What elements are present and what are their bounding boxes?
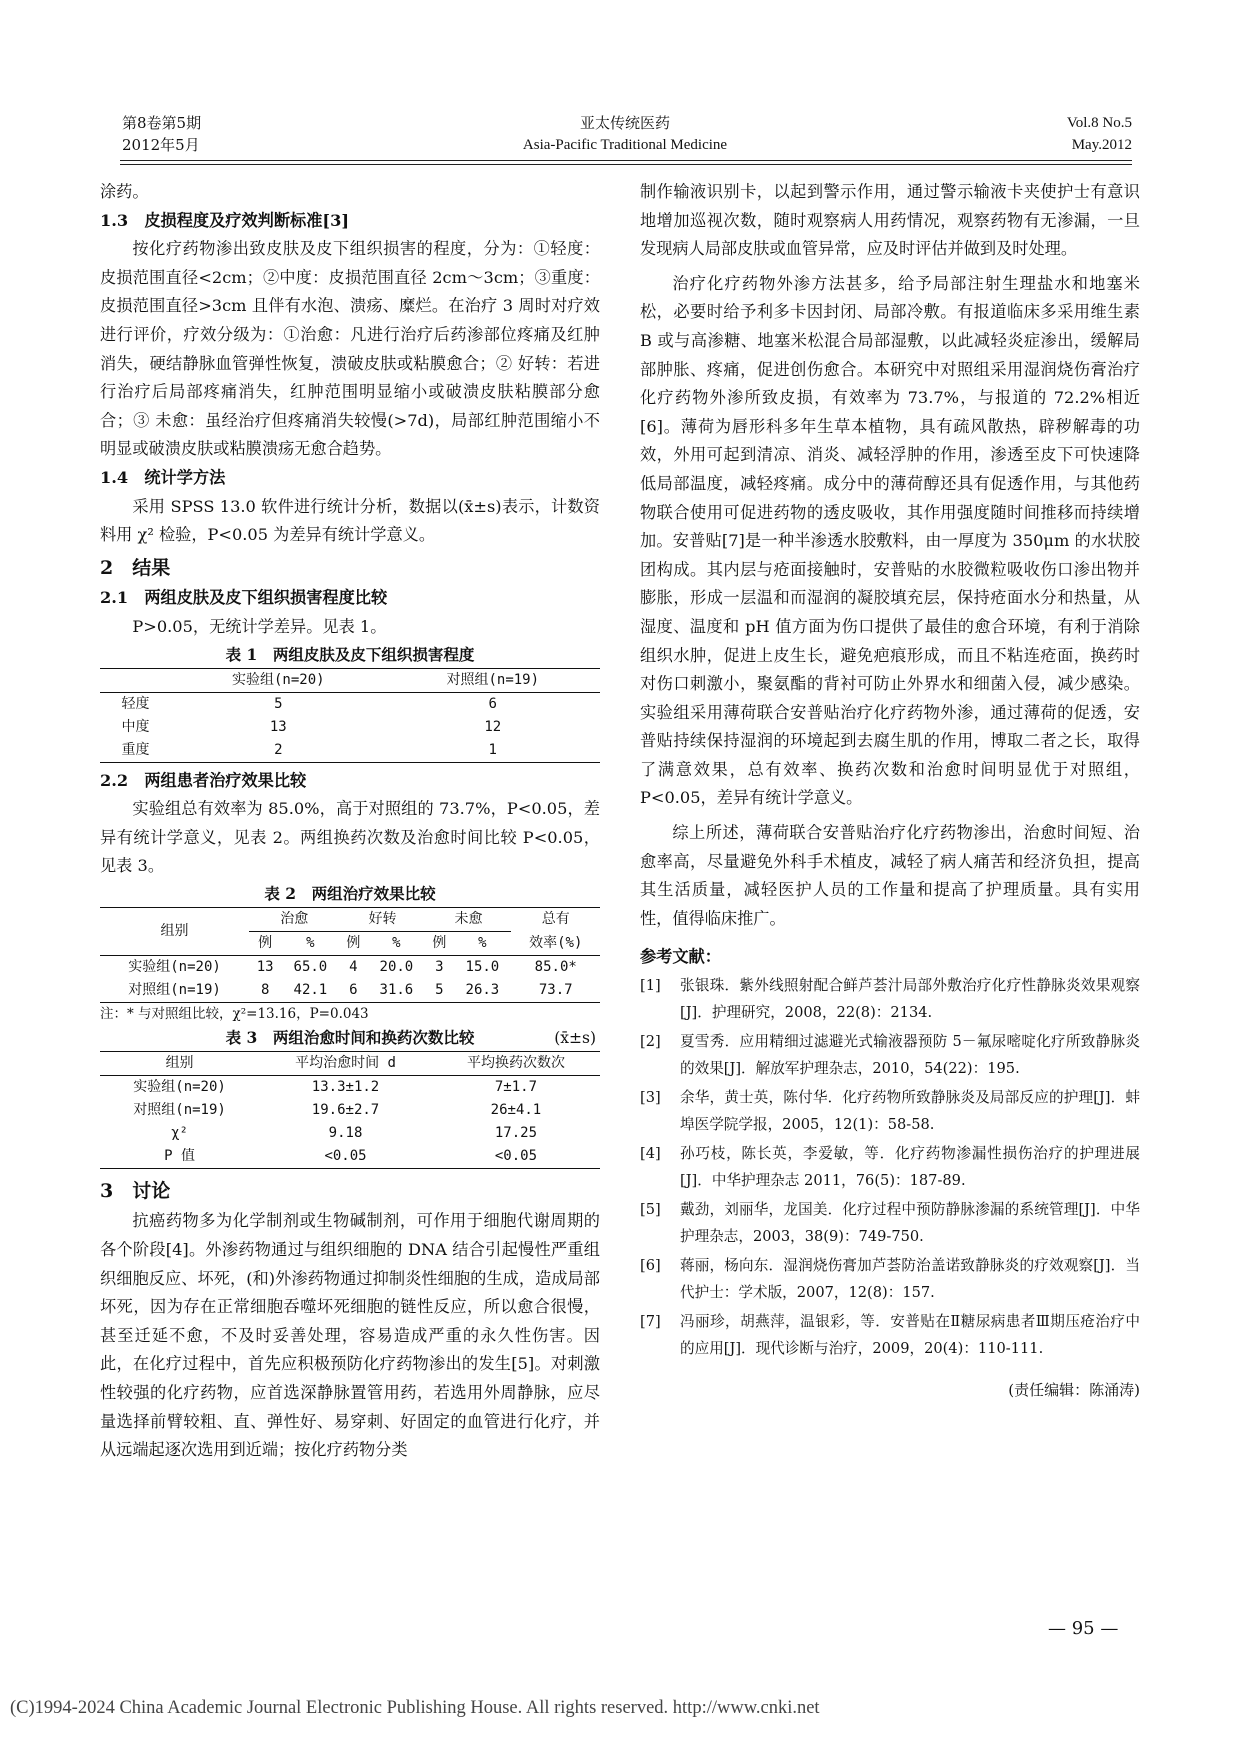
reference-number: [2] [640, 1033, 661, 1051]
table-cell: 7±1.7 [494, 1078, 538, 1095]
table-cell: 42.1 [293, 981, 328, 998]
table-cell: 重度 [121, 741, 150, 758]
paragraph-continued: 制作输液识别卡，以起到警示作用，通过警示输液卡夹使护士有意识地增加巡视次数，随时观察病人用药情况，观察药物有无渗漏，一旦发现病人局部皮肤或血管异常，应及时评估并做到及时处理。 [640, 182, 1140, 259]
reference-item [640, 1140, 1140, 1194]
reference-text: 蒋丽，杨向东．湿润烧伤膏加芦荟防治盖诺致静脉炎的疗效观察[J]．当代护士：学术版，2007，12(8)：157. [680, 1257, 1140, 1302]
table-cell: <0.05 [324, 1147, 367, 1164]
table-cell: 实验组(n=20) [133, 1078, 226, 1095]
table-3-caption-row [100, 1025, 600, 1051]
table-cell: χ² [171, 1124, 188, 1141]
table-cell: 中度 [121, 718, 150, 735]
table-cell: 8 [260, 981, 270, 998]
table-cell: <0.05 [494, 1147, 538, 1164]
table-cell: 6 [349, 981, 358, 998]
table-row [100, 1099, 600, 1122]
table-2-subheader: % [478, 934, 487, 951]
reference-item [640, 972, 1140, 1026]
table-2-subheader: 例 [432, 934, 447, 951]
table-1 [100, 668, 600, 763]
paragraph-continued: 涂药。 [100, 182, 149, 201]
reference-number: [5] [640, 1201, 661, 1219]
section-1-4-text: 采用 SPSS 13.0 软件进行统计分析，数据以(x̄±s)表示，计数资料用 χ² 检验，P<0.05 为差异有统计学意义。 [100, 496, 600, 545]
reference-text: 戴劲，刘丽华，龙国美．化疗过程中预防静脉渗漏的系统管理[J]．中华护理杂志，2003，38(9)：749-750. [680, 1201, 1140, 1246]
table-row [100, 979, 600, 1003]
table-1-caption: 表 1 两组皮肤及皮下组织损害程度 [225, 644, 475, 664]
reference-list [640, 972, 1140, 1362]
table-2-subheader: % [306, 934, 315, 951]
volume-issue-en: Vol.8 No.5 [1066, 115, 1132, 131]
reference-text: 张银珠．紫外线照射配合鲜芦荟汁局部外敷治疗化疗性静脉炎效果观察[J]．护理研究，2008，22(8)：2134. [680, 977, 1140, 1022]
table-2-subheader: % [392, 934, 401, 951]
table-cell: 13.3±1.2 [311, 1078, 380, 1095]
table-2-subheader: 效率(%) [529, 934, 583, 951]
header-rule-top [120, 160, 1132, 161]
reference-number: [6] [640, 1257, 661, 1275]
table-cell: 6 [488, 695, 497, 712]
table-cell: 73.7 [538, 981, 573, 998]
table-row [100, 1145, 600, 1169]
table-3 [100, 1051, 600, 1169]
section-1-3-text: 按化疗药物渗出致皮肤及皮下组织损害的程度，分为：①轻度：皮损范围直径<2cm；②中度：皮损范围直径 2cm～3cm；③重度：皮损范围直径>3cm 且伴有水泡、溃疡、糜烂。在治疗 3 周时对疗效进行评价，疗效分级为：①治愈：凡进行治疗后药渗部位疼痛及红肿消失，硬结静脉血管弹性恢复，溃破皮肤或粘膜愈合；② 好转：若进行治疗后局部疼痛消失，红肿范围明显缩小或破溃皮肤粘膜部分愈合；③ 未愈：虽经治疗但疼痛消失较慢(>7d)，局部红肿范围缩小不明显或破溃皮肤或粘膜溃疡无愈合趋势。 [100, 239, 600, 459]
table-cell: 65.0 [293, 958, 328, 975]
section-2-1-title: 2.1 两组皮肤及皮下组织损害程度比较 [100, 588, 388, 608]
table-cell: 19.6±2.7 [311, 1101, 380, 1118]
section-2-title: 2 结果 [100, 556, 171, 579]
reference-text: 孙巧枝，陈长英，李爱敏，等．化疗药物渗漏性损伤治疗的护理进展[J]．中华护理杂志 2011，76(5)：187-89. [680, 1145, 1140, 1190]
table-cell: 13 [269, 718, 287, 735]
journal-title-en: Asia-Pacific Traditional Medicine [522, 137, 728, 153]
table-row [100, 716, 600, 739]
section-2-1-text: P>0.05，无统计学差异。见表 1。 [132, 616, 387, 636]
table-cell: 4 [349, 958, 358, 975]
references-title: 参考文献： [640, 947, 721, 967]
table-cell: 20.0 [379, 958, 414, 975]
table-2-header: 好转 [339, 907, 425, 931]
reference-number: [1] [640, 977, 661, 995]
section-1-4-title: 1.4 统计学方法 [100, 467, 226, 487]
table-cell: 15.0 [465, 958, 500, 975]
right-column [640, 178, 1140, 1405]
table-cell: 对照组(n=19) [133, 1101, 226, 1118]
table-row [100, 692, 600, 716]
reference-number: [4] [640, 1145, 661, 1163]
table-cell: 1 [488, 741, 497, 758]
reference-text: 余华，黄士英，陈付华．化疗药物所致静脉炎及局部反应的护理[J]．蚌埠医学院学报，2005，12(1)：58-58. [680, 1089, 1140, 1134]
conclusion-paragraph: 综上所述，薄荷联合安普贴治疗化疗药物渗出，治愈时间短、治愈率高，尽量避免外科手术植皮，减轻了病人痛苦和经济负担，提高其生活质量，减轻医护人员的工作量和提高了护理质量。具有实用性，值得临床推广。 [640, 823, 1140, 928]
section-3-title: 3 讨论 [100, 1179, 171, 1202]
section-3-text: 抗癌药物多为化学制剂或生物碱制剂，可作用于细胞代谢周期的各个阶段[4]。外渗药物通过与组织细胞的 DNA 结合引起慢性严重组织细胞反应、坏死，(和)外渗药物通过抑制炎性细胞的生成，造成局部坏死，因为存在正常细胞吞噬坏死细胞的链性反应，所以愈合很慢，甚至迁延不愈，不及时妥善处理，容易造成严重的永久性伤害。因此，在化疗过程中，首先应积极预防化疗药物渗出的发生[5]。对刺激性较强的化疗药物，应首选深静脉置管用药，若选用外周静脉，应尽量选择前臂较粗、直、弹性好、易穿刺、好固定的血管进行化疗，并从远端起逐次选用到近端；按化疗药物分类 [100, 1211, 600, 1460]
issue-date-cn: 2012年5月 [122, 136, 200, 154]
table-2-header: 治愈 [249, 907, 339, 931]
reference-number: [7] [640, 1313, 661, 1331]
reference-item [640, 1308, 1140, 1362]
table-row [100, 1122, 600, 1145]
reference-item [640, 1196, 1140, 1250]
table-2-subheader: 例 [346, 934, 361, 951]
table-2-header: 组别 [100, 907, 249, 955]
section-2-2-title: 2.2 两组患者治疗效果比较 [100, 770, 307, 790]
table-1-header: 对照组(n=19) [386, 668, 600, 692]
discussion-paragraph: 治疗化疗药物外渗方法甚多，给予局部注射生理盐水和地塞米松，必要时给予利多卡因封闭、局部冷敷。有报道临床多采用维生素 B 或与高渗糖、地塞米松混合局部湿敷，以此减轻炎症渗出，缓解局部肿胀、疼痛，促进创伤愈合。本研究中对照组采用湿润烧伤膏治疗化疗药物外渗所致皮损，有效率为 73.7%，与报道的 72.2%相近[6]。薄荷为唇形科多年生草本植物，具有疏风散热，辟秽解毒的功效，外用可起到清凉、消炎、减轻浮肿的作用，渗透至皮下可快速降低局部温度，减轻疼痛。成分中的薄荷醇还具有促透作用，与其他药物联合使用可促进药物的透皮吸收，其作用强度随时间推移而持续增加。安普贴[7]是一种半渗透水胶敷料，由一厚度为 350μm 的水状胶团构成。其内层与疮面接触时，安普贴的水胶微粒吸收伤口渗出物并膨胀，形成一层温和而湿润的凝胶填充层，保持疮面水分和热量，从湿度、温度和 pH 值方面为伤口提供了最佳的愈合环境，有利于消除组织水肿，促进上皮生长，避免疤痕形成，而且不粘连疮面，换药时对伤口刺激小，聚氨酯的背衬可防止外界水和细菌入侵，减少感染。实验组采用薄荷联合安普贴治疗化疗药物外渗，通过薄荷的促透，安普贴持续保持湿润的环境起到去腐生肌的作用，博取二者之长，取得了满意效果，总有效率、换药次数和治愈时间明显优于对照组，P<0.05，差异有统计学意义。 [640, 273, 1140, 808]
table-2-header: 未愈 [425, 907, 511, 931]
reference-number: [3] [640, 1089, 661, 1107]
table-2 [100, 907, 600, 1003]
table-1-header: 实验组(n=20) [171, 668, 385, 692]
table-3-header: 平均换药次数次 [432, 1051, 600, 1075]
table-cell: P 值 [164, 1147, 195, 1164]
reference-item [640, 1028, 1140, 1082]
table-cell: 13 [256, 958, 274, 975]
table-cell: 5 [435, 981, 444, 998]
table-cell: 轻度 [121, 695, 150, 712]
reference-item [640, 1252, 1140, 1306]
reference-text: 冯丽珍，胡燕萍，温银彩，等．安普贴在Ⅱ糖尿病患者Ⅲ期压疮治疗中的应用[J]．现代诊断与治疗，2009，20(4)：110-111. [680, 1313, 1140, 1358]
table-row [100, 739, 600, 763]
journal-title-cn: 亚太传统医药 [579, 114, 670, 132]
header-rule-bottom [120, 164, 1132, 165]
table-cell: 3 [435, 958, 444, 975]
volume-issue-cn: 第8卷第5期 [122, 114, 202, 132]
section-2-2-text: 实验组总有效率为 85.0%，高于对照组的 73.7%，P<0.05，差异有统计学意义，见表 2。两组换药次数及治愈时间比较 P<0.05，见表 3。 [100, 799, 600, 876]
table-3-unit: (x̄±s) [554, 1028, 596, 1047]
table-cell: 31.6 [379, 981, 414, 998]
table-cell: 实验组(n=20) [128, 958, 221, 975]
table-3-caption: 表 3 两组治愈时间和换药次数比较 [225, 1027, 475, 1047]
table-cell: 85.0* [534, 958, 577, 975]
page-number: — 95 — [1048, 1618, 1119, 1639]
table-cell: 9.18 [328, 1124, 363, 1141]
table-cell: 12 [484, 718, 502, 735]
table-cell: 26±4.1 [490, 1101, 542, 1118]
copyright-footer: (C)1994-2024 China Academic Journal Electronic Publishing House. All rights reserved. http://www.cnki.net [10, 1698, 820, 1718]
table-3-header: 组别 [100, 1051, 259, 1075]
table-2-note: 注：* 与对照组比较，χ²=13.16，P=0.043 [100, 1005, 369, 1022]
reference-text: 夏雪秀．应用精细过滤避光式输液器预防 5－氟尿嘧啶化疗所致静脉炎的效果[J]．解放军护理杂志，2010，54(22)：195. [680, 1033, 1140, 1078]
table-1-header [100, 668, 171, 692]
table-cell: 17.25 [494, 1124, 538, 1141]
table-2-caption: 表 2 两组治疗效果比较 [264, 883, 436, 903]
table-cell: 2 [274, 741, 283, 758]
table-cell: 5 [274, 695, 283, 712]
section-1-3-title: 1.3 皮损程度及疗效判断标准[3] [100, 210, 349, 230]
table-cell: 对照组(n=19) [128, 981, 221, 998]
table-2-subheader: 例 [258, 934, 273, 951]
reference-item [640, 1084, 1140, 1138]
table-row [100, 1075, 600, 1099]
responsible-editor: (责任编辑：陈涌涛) [1008, 1381, 1140, 1400]
table-cell: 26.3 [465, 981, 500, 998]
left-column [100, 178, 600, 1465]
table-2-header: 总有 [511, 907, 600, 931]
table-row [100, 955, 600, 979]
table-3-header: 平均治愈时间 d [259, 1051, 432, 1075]
issue-date-en: May.2012 [1071, 137, 1132, 153]
